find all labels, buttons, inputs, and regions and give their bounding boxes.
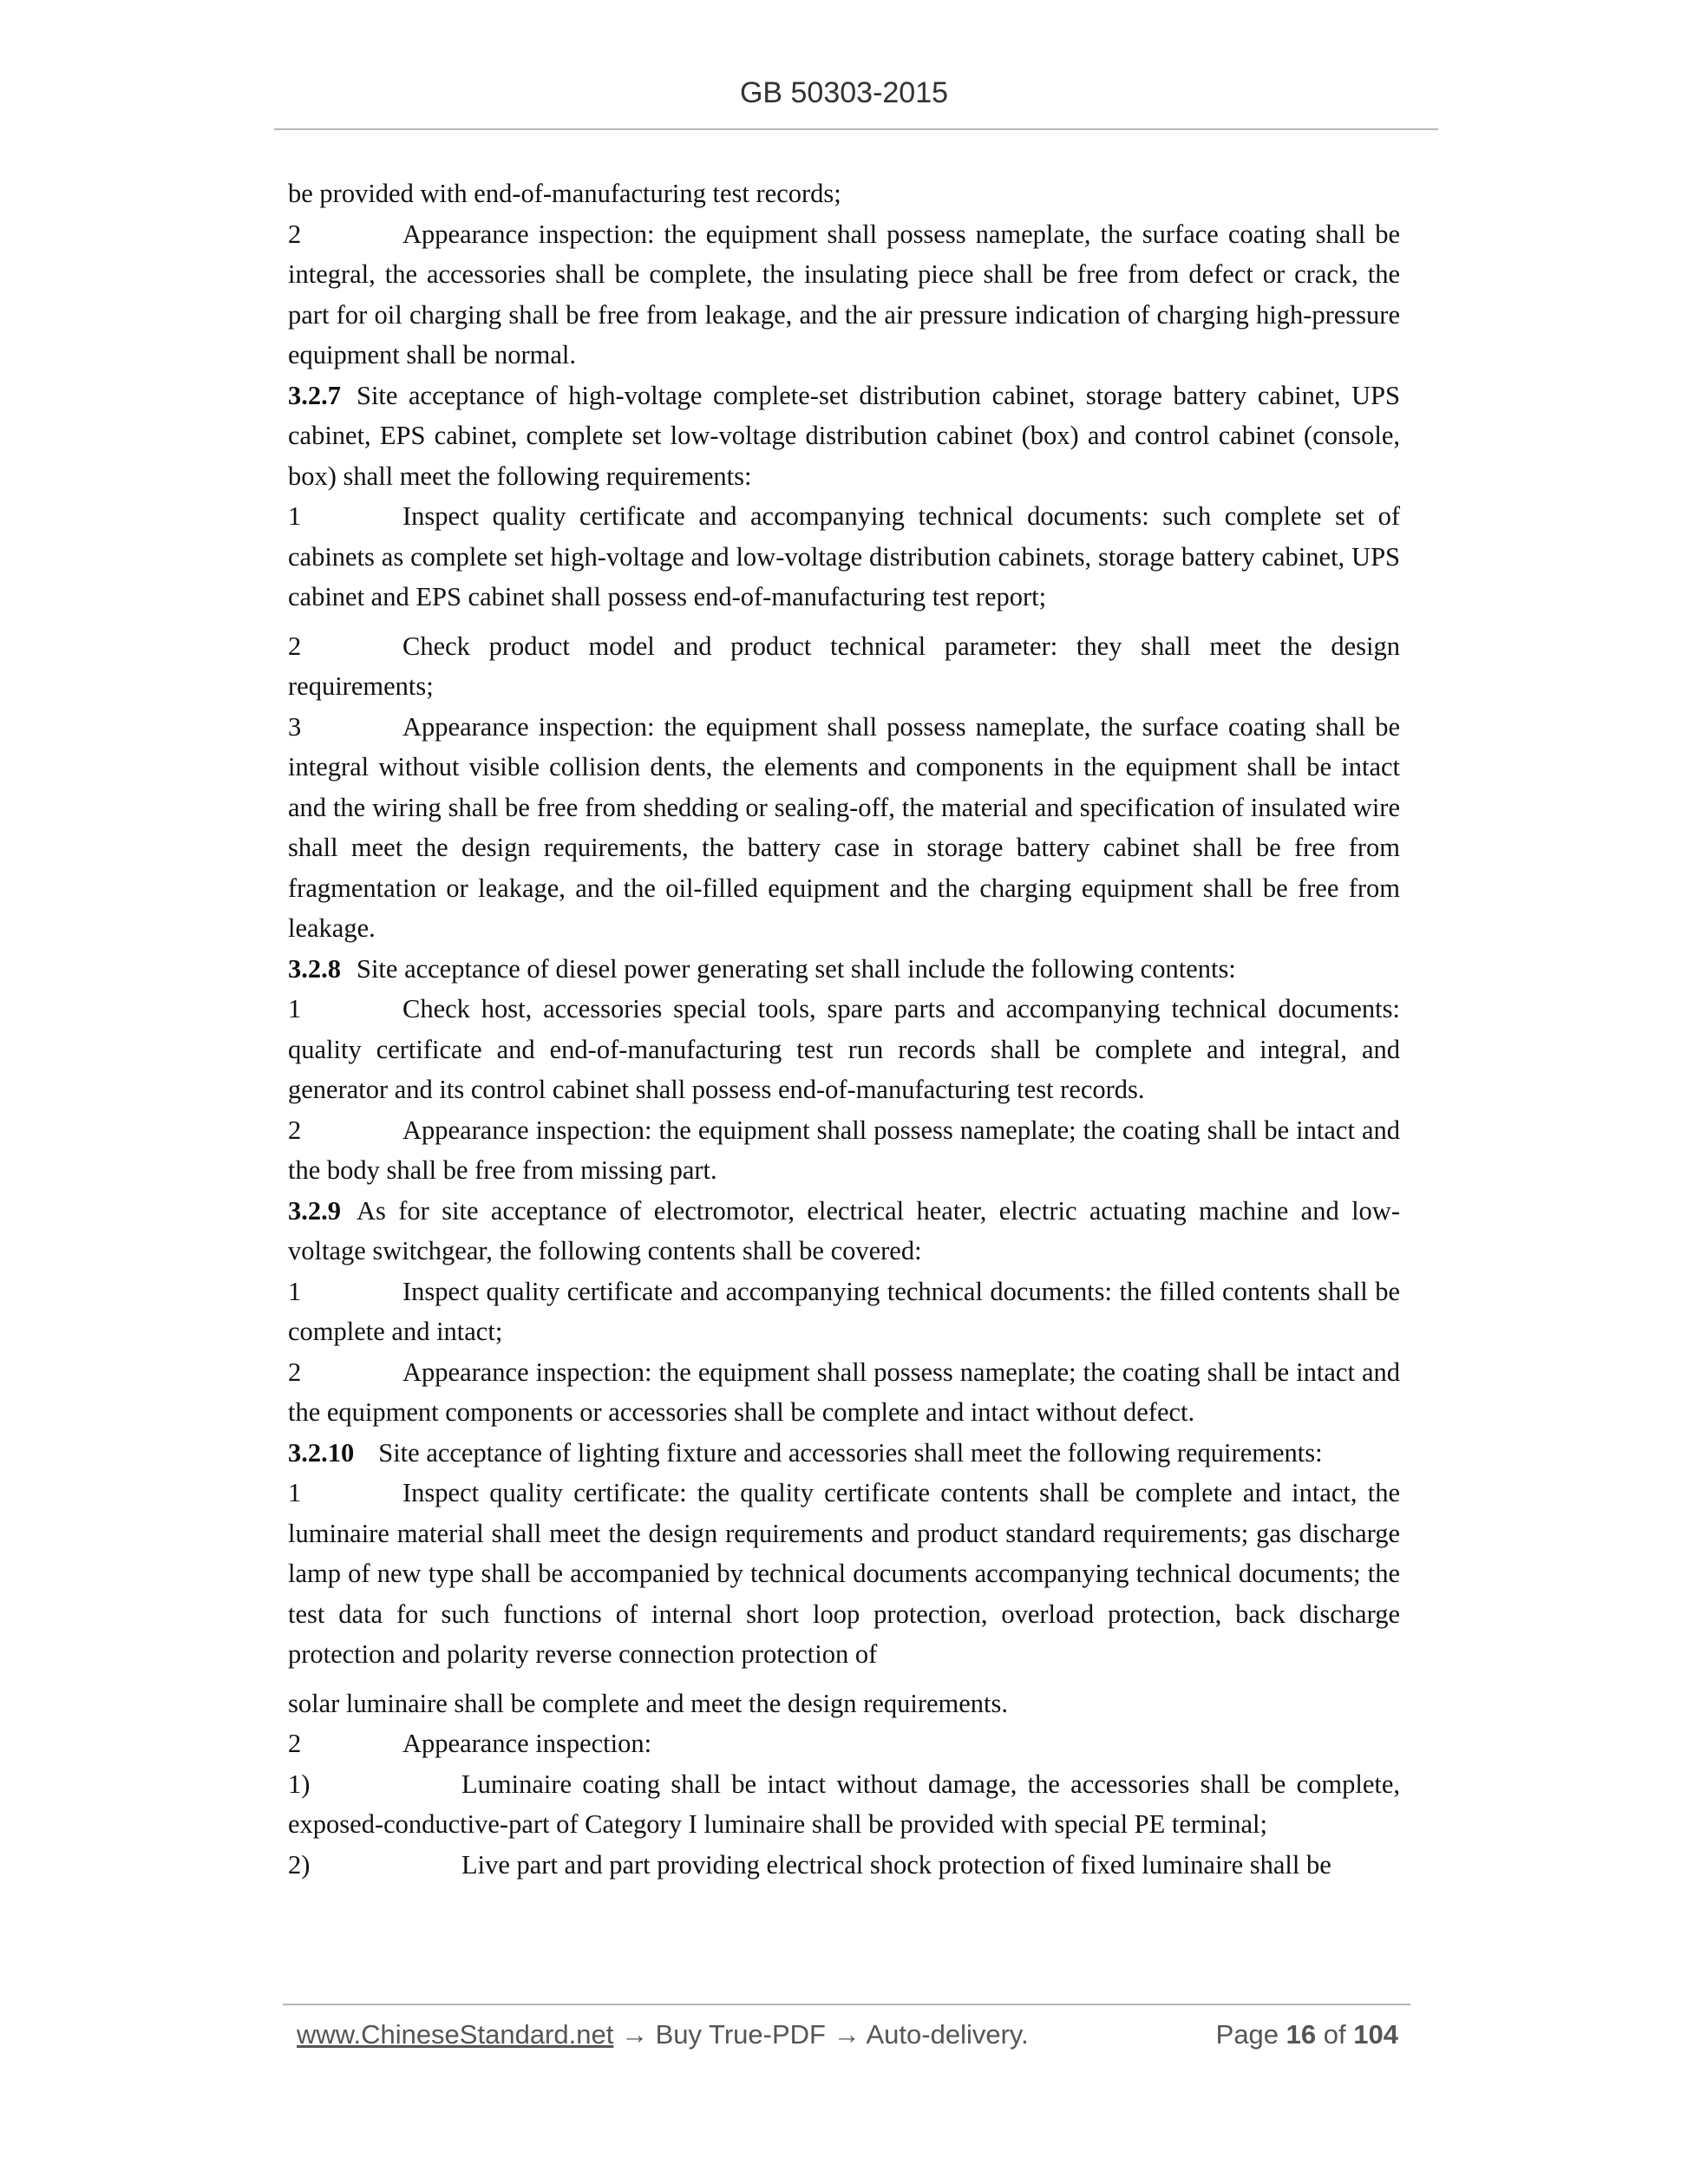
sub-list-item xyxy=(288,1845,1400,1886)
page-of: of xyxy=(1323,2019,1346,2050)
sub-item-number: 1) xyxy=(288,1769,311,1799)
item-number: 3 xyxy=(288,711,302,742)
clause-text: As for site acceptance of electromotor, electrical heater, electric actuating machine and low-voltage switchgear, the following contents shall be covered: xyxy=(288,1195,1400,1265)
paragraph-continuation xyxy=(288,1684,1400,1724)
list-item xyxy=(288,1473,1400,1675)
item-text: Inspect quality certificate: the quality certificate contents shall be complete and intact, the luminaire material shall meet the design requirements and product standard requirements; gas discharge lamp of new type shall be accompanied by technical documents accompanying technical documents; the test data for such functions of internal short loop protection, overload protection, back discharge protection and polarity reverse connection protection of xyxy=(288,1478,1400,1669)
item-number: 1 xyxy=(288,994,302,1023)
clause-number: 3.2.9 xyxy=(288,1195,341,1226)
list-item xyxy=(288,1272,1400,1352)
item-number: 2 xyxy=(288,1729,302,1758)
clause-3-2-9 xyxy=(288,1191,1400,1272)
clause-number: 3.2.7 xyxy=(288,380,341,410)
clause-text: Site acceptance of lighting fixture and accessories shall meet the following requirements: xyxy=(378,1437,1323,1468)
clause-text: Site acceptance of high-voltage complete-set distribution cabinet, storage battery cabinet, UPS cabinet, EPS cabinet, complete set low-voltage distribution cabinet (box) and control cabinet (console, box) shall meet the following requirements: xyxy=(288,380,1400,491)
list-item xyxy=(288,707,1400,949)
delivery-text: Auto-delivery. xyxy=(866,2019,1029,2050)
paragraph xyxy=(288,173,1400,214)
item-text: Appearance inspection: the equipment shall possess nameplate; the coating shall be intact and the equipment components or accessories shall be complete and intact without defect. xyxy=(288,1357,1400,1427)
item-number: 1 xyxy=(288,1276,302,1306)
arrow-right-icon: → xyxy=(833,2019,860,2050)
item-number: 1 xyxy=(288,501,302,531)
list-item xyxy=(288,1723,1400,1764)
item-text: Appearance inspection: xyxy=(402,1729,652,1758)
list-item xyxy=(288,989,1400,1110)
footer-divider xyxy=(283,2004,1410,2005)
item-number: 2 xyxy=(288,1357,302,1387)
item-number: 2 xyxy=(288,1115,302,1145)
page-number xyxy=(1216,2019,1398,2050)
site-link[interactable]: www.ChineseStandard.net xyxy=(297,2019,614,2050)
page-footer xyxy=(297,2019,1398,2050)
item-text: Appearance inspection: the equipment shall possess nameplate; the coating shall be intact and the body shall be free from missing part. xyxy=(288,1115,1400,1185)
list-item xyxy=(288,626,1400,707)
sub-list-item xyxy=(288,1764,1400,1845)
page-label: Page xyxy=(1215,2019,1279,2050)
clause-3-2-8 xyxy=(288,949,1400,990)
buy-text: Buy True-PDF xyxy=(655,2019,826,2050)
document-code: GB 50303-2015 xyxy=(739,76,949,109)
page-content xyxy=(288,173,1400,1885)
arrow-right-icon: → xyxy=(620,2019,648,2050)
page-total: 104 xyxy=(1353,2019,1398,2050)
item-text: Appearance inspection: the equipment shall possess nameplate, the surface coating shall be integral, the accessories shall be complete, the insulating piece shall be free from defect or crack, the part for oil charging shall be free from leakage, and the air pressure indication of charging high-pressure equipment shall be normal. xyxy=(288,219,1400,369)
sub-item-number: 2) xyxy=(288,1849,311,1880)
sub-item-text: Live part and part providing electrical shock protection of fixed luminaire shall be xyxy=(461,1849,1331,1880)
list-item xyxy=(288,214,1400,376)
sub-item-text: Luminaire coating shall be intact without damage, the accessories shall be complete, exposed-conductive-part of Category I luminaire shall be provided with special PE terminal; xyxy=(288,1769,1400,1839)
clause-text: Site acceptance of diesel power generating set shall include the following contents: xyxy=(357,953,1236,984)
clause-3-2-7 xyxy=(288,376,1400,497)
list-item xyxy=(288,1110,1400,1191)
item-text: Check product model and product technical parameter: they shall meet the design requirements; xyxy=(288,631,1400,701)
item-number: 1 xyxy=(288,1478,302,1507)
clause-number: 3.2.10 xyxy=(288,1437,355,1468)
item-text: Inspect quality certificate and accompanying technical documents: the filled contents shall be complete and intact; xyxy=(288,1276,1400,1346)
list-item xyxy=(288,496,1400,618)
spacer xyxy=(288,1675,1400,1684)
clause-3-2-10 xyxy=(288,1433,1400,1474)
list-item xyxy=(288,1352,1400,1433)
clause-number: 3.2.8 xyxy=(288,953,341,984)
item-text: Inspect quality certificate and accompanying technical documents: such complete set of cabinets as complete set high-voltage and low-voltage distribution cabinets, storage battery cabinet, UPS cabinet and EPS cabinet shall possess end-of-manufacturing test report; xyxy=(288,501,1400,611)
page-current: 16 xyxy=(1286,2019,1317,2050)
spacer xyxy=(288,618,1400,626)
item-text: Appearance inspection: the equipment shall possess nameplate, the surface coating shall be integral without visible collision dents, the elements and components in the equipment shall be intact and the wiring shall be free from shedding or sealing-off, the material and specification of insulated wire shall meet the design requirements, the battery case in storage battery cabinet shall be free from fragmentation or leakage, and the oil-filled equipment and the charging equipment shall be free from leakage. xyxy=(288,711,1400,943)
paragraph-text: solar luminaire shall be complete and meet the design requirements. xyxy=(288,1688,1009,1718)
item-number: 2 xyxy=(288,631,302,661)
item-number: 2 xyxy=(288,219,302,249)
header-divider xyxy=(274,128,1438,130)
item-text: Check host, accessories special tools, spare parts and accompanying technical documents: quality certificate and end-of-manufacturing test run records shall be complete and integral, and generator and its control cabinet shall possess end-of-manufacturing test records. xyxy=(288,994,1400,1104)
paragraph-text: be provided with end-of-manufacturing test records; xyxy=(288,179,841,208)
